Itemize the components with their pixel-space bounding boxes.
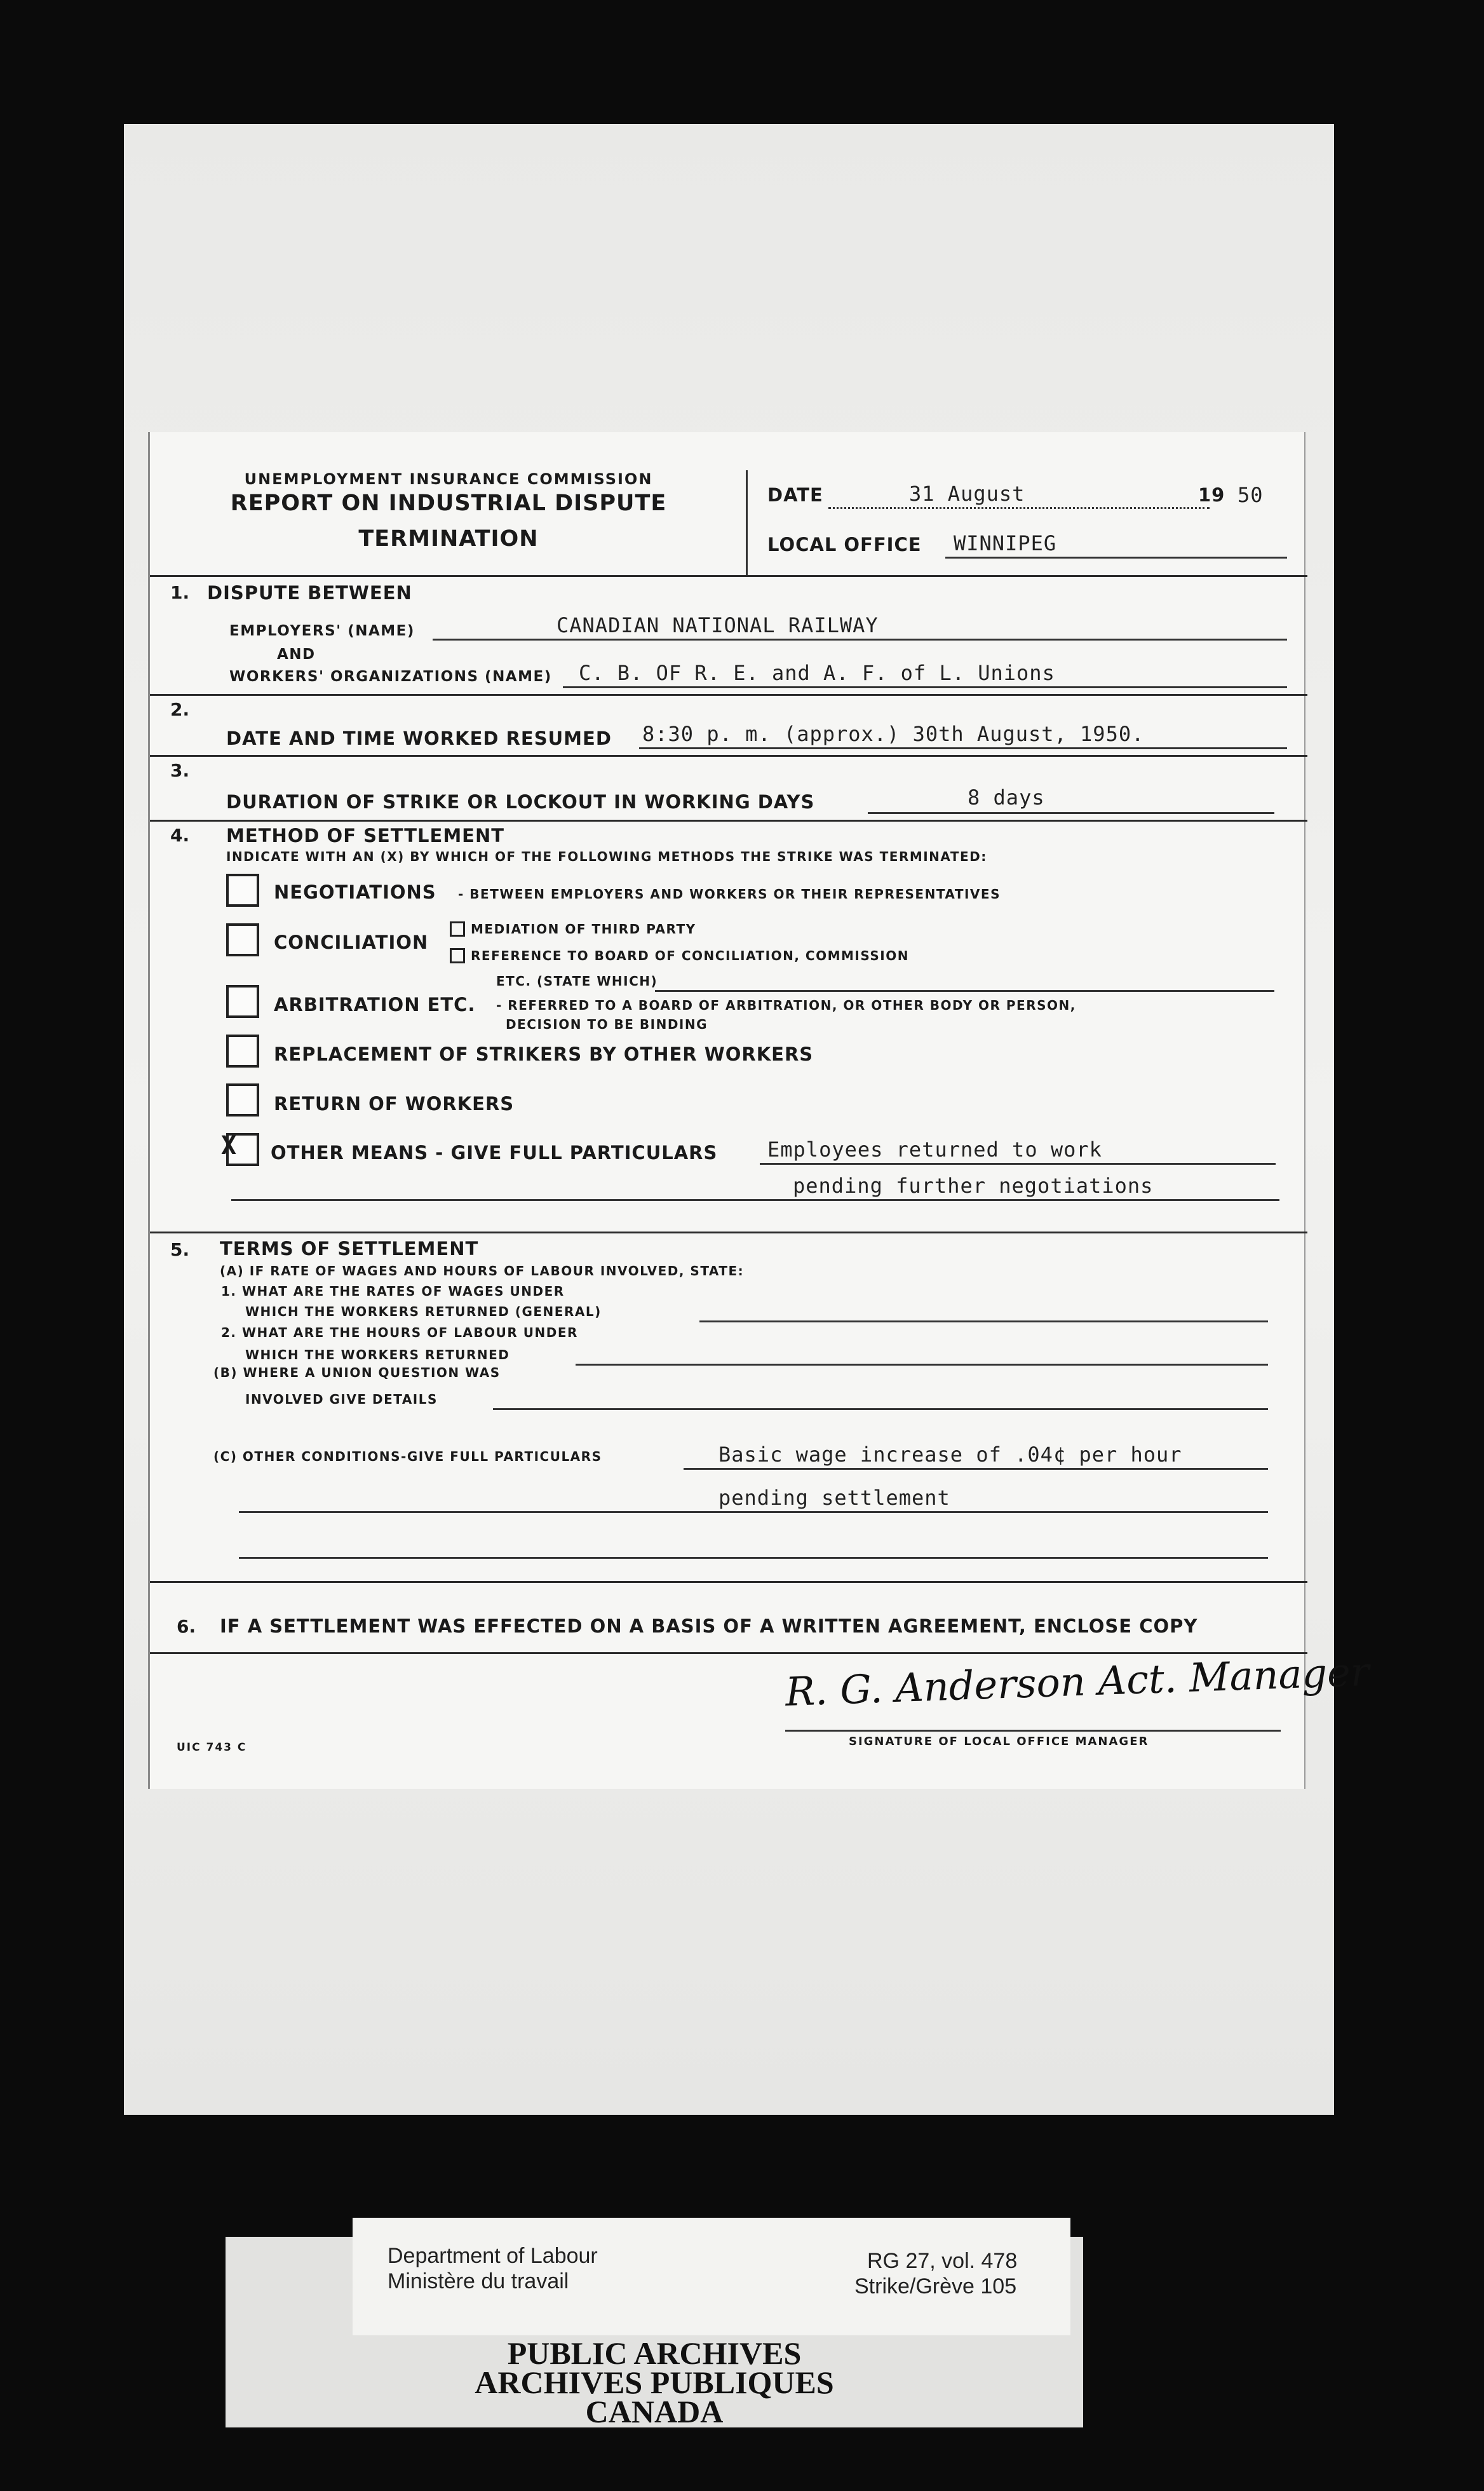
wages-hours-label: (A) IF RATE OF WAGES AND HOURS OF LABOUR INVOLVED, STATE: (220, 1263, 745, 1279)
divider-2 (150, 694, 1307, 696)
workers-value: C. B. OF R. E. and A. F. of L. Unions (579, 661, 1055, 685)
local-office-label: LOCAL OFFICE (767, 534, 922, 555)
duration-value: 8 days (968, 785, 1045, 810)
other-conditions-value-1: Basic wage increase of .04¢ per hour (718, 1442, 1182, 1467)
wages-rates-line (699, 1320, 1268, 1322)
mediation-label: MEDIATION OF THIRD PARTY (471, 921, 696, 937)
arbitration-checkbox[interactable] (226, 985, 259, 1018)
form-title: REPORT ON INDUSTRIAL DISPUTE (230, 491, 667, 516)
section-1-title: DISPUTE BETWEEN (207, 582, 412, 604)
local-office-line (945, 557, 1287, 559)
dept-english: Department of Labour (388, 2244, 598, 2268)
divider-5 (150, 1232, 1307, 1233)
manager-signature: R. G. Anderson Act. Manager (785, 1648, 1370, 1716)
reference-label: REFERENCE TO BOARD OF CONCILIATION, COMMISSION (471, 948, 909, 963)
workers-line (563, 686, 1287, 688)
method-instruction: INDICATE WITH AN (X) BY WHICH OF THE FOLLOWING METHODS THE STRIKE WAS TERMINATED: (226, 849, 987, 864)
workers-label: WORKERS' ORGANIZATIONS (NAME) (229, 669, 552, 685)
arbitration-label: ARBITRATION ETC. (274, 994, 476, 1015)
hours-label-1: 2. WHAT ARE THE HOURS OF LABOUR UNDER (221, 1325, 578, 1340)
duration-label: DURATION OF STRIKE OR LOCKOUT IN WORKING DAYS (226, 791, 815, 813)
divider-4 (150, 820, 1307, 822)
signature-label: SIGNATURE OF LOCAL OFFICE MANAGER (849, 1735, 1149, 1748)
replacement-checkbox[interactable] (226, 1035, 259, 1068)
other-conditions-value-2: pending settlement (718, 1486, 950, 1510)
other-means-value-1: Employees returned to work (767, 1137, 1102, 1162)
resumed-line (639, 747, 1287, 749)
arbitration-detail-1: - REFERRED TO A BOARD OF ARBITRATION, OR OTHER BODY OR PERSON, (496, 998, 1076, 1013)
other-means-label: OTHER MEANS - GIVE FULL PARTICULARS (271, 1142, 718, 1164)
divider-7 (150, 1652, 1307, 1654)
arbitration-detail-2: DECISION TO BE BINDING (506, 1017, 708, 1032)
wages-rates-label-1: 1. WHAT ARE THE RATES OF WAGES UNDER (221, 1284, 565, 1299)
other-means-mark: X (221, 1131, 237, 1160)
resumed-label: DATE AND TIME WORKED RESUMED (226, 728, 612, 749)
other-conditions-line-1 (684, 1468, 1268, 1470)
archive-label-card (353, 2218, 1070, 2335)
signature-line (785, 1730, 1281, 1732)
year-value: 50 (1238, 483, 1264, 507)
archives-line-2: ARCHIVES PUBLIQUES (475, 2365, 834, 2400)
divider-3 (150, 755, 1307, 757)
record-group-ref: RG 27, vol. 478 (867, 2249, 1018, 2273)
section-6-number: 6. (177, 1616, 196, 1637)
header-divider (746, 470, 748, 575)
union-question-label-1: (B) WHERE A UNION QUESTION WAS (213, 1365, 501, 1380)
other-conditions-label: (C) OTHER CONDITIONS-GIVE FULL PARTICULARS (213, 1449, 602, 1464)
negotiations-label: NEGOTIATIONS (274, 881, 436, 903)
date-label: DATE (767, 484, 823, 506)
other-means-value-2: pending further negotiations (793, 1174, 1154, 1198)
negotiations-detail: - BETWEEN EMPLOYERS AND WORKERS OR THEIR REPRESENTATIVES (458, 886, 1001, 902)
public-archives-stamp (226, 2335, 1083, 2429)
year-prefix: 19 (1198, 484, 1225, 506)
dept-french: Ministère du travail (388, 2269, 569, 2293)
replacement-label: REPLACEMENT OF STRIKERS BY OTHER WORKERS (274, 1043, 814, 1065)
date-value: 31 August (909, 482, 1025, 506)
section-3-number: 3. (170, 760, 190, 781)
section-5-number: 5. (170, 1239, 190, 1260)
duration-line (868, 812, 1274, 814)
divider-1 (150, 575, 1307, 577)
section-5-title: TERMS OF SETTLEMENT (220, 1238, 479, 1259)
archives-line-3: CANADA (585, 2394, 724, 2429)
employers-value: CANADIAN NATIONAL RAILWAY (556, 613, 879, 637)
other-means-line-2 (231, 1199, 1279, 1201)
date-line (828, 507, 1210, 509)
negotiations-checkbox[interactable] (226, 874, 259, 907)
other-conditions-line-3 (239, 1557, 1268, 1559)
section-4-title: METHOD OF SETTLEMENT (226, 825, 505, 846)
written-agreement-label: IF A SETTLEMENT WAS EFFECTED ON A BASIS OF A WRITTEN AGREEMENT, ENCLOSE COPY (220, 1615, 1198, 1637)
return-label: RETURN OF WORKERS (274, 1093, 515, 1115)
form-subtitle: TERMINATION (358, 526, 539, 552)
conciliation-checkbox[interactable] (226, 923, 259, 956)
local-office-value: WINNIPEG (954, 531, 1057, 555)
employers-label: EMPLOYERS' (NAME) (229, 623, 415, 639)
hours-label-2: WHICH THE WORKERS RETURNED (245, 1347, 510, 1362)
other-means-line-1 (760, 1163, 1276, 1165)
employers-line (433, 639, 1287, 641)
resumed-value: 8:30 p. m. (approx.) 30th August, 1950. (642, 722, 1145, 746)
form-header (150, 470, 747, 552)
section-1-number: 1. (170, 582, 190, 603)
archives-line-1: PUBLIC ARCHIVES (507, 2335, 802, 2371)
section-2-number: 2. (170, 699, 190, 720)
divider-6 (150, 1581, 1307, 1583)
reference-checkbox[interactable] (450, 948, 465, 963)
union-question-line (493, 1408, 1268, 1410)
wages-rates-label-2: WHICH THE WORKERS RETURNED (GENERAL) (245, 1304, 602, 1319)
mediation-checkbox[interactable] (450, 921, 465, 937)
state-which-line (655, 990, 1274, 992)
commission-name: UNEMPLOYMENT INSURANCE COMMISSION (244, 470, 653, 488)
return-checkbox[interactable] (226, 1083, 259, 1117)
state-which-label: ETC. (STATE WHICH) (496, 974, 658, 989)
union-question-label-2: INVOLVED GIVE DETAILS (245, 1392, 438, 1407)
and-label: AND (277, 646, 316, 663)
form-number: UIC 743 C (177, 1741, 247, 1754)
hours-line (576, 1364, 1268, 1366)
dispute-termination-form (148, 432, 1370, 1789)
conciliation-label: CONCILIATION (274, 932, 429, 953)
other-conditions-line-2 (239, 1511, 1268, 1513)
strike-number-ref: Strike/Grève 105 (854, 2274, 1017, 2298)
section-4-number: 4. (170, 825, 190, 846)
